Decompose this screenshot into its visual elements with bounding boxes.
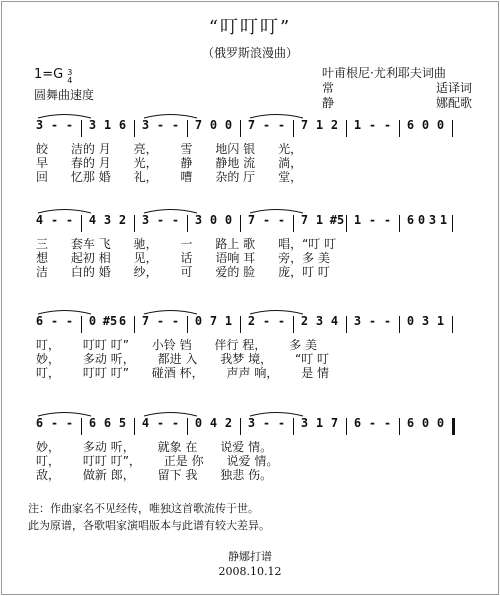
note: 3 (35, 118, 44, 132)
note: - (277, 314, 286, 328)
note: 7 (209, 314, 218, 328)
note: - (383, 118, 392, 132)
note: 1 (353, 213, 362, 227)
slur-marks (30, 118, 470, 138)
note: 6 (35, 416, 44, 430)
note: - (171, 118, 180, 132)
note: 6 (88, 416, 97, 430)
note: - (50, 416, 59, 430)
note: - (65, 213, 74, 227)
note: - (368, 213, 377, 227)
lyric-line: 妙， 多动 听， 就象 在 说爱 情。 (36, 440, 273, 454)
note: 3 (103, 213, 112, 227)
note: - (156, 314, 165, 328)
note: - (65, 118, 74, 132)
credit-arranger: 娜配歌 (435, 96, 472, 110)
note: 1 (436, 314, 445, 328)
note: 1 (103, 118, 112, 132)
note: 0 (421, 416, 430, 430)
credit-translator-surname: 常 (322, 81, 335, 95)
note: - (262, 416, 271, 430)
credit-row (322, 96, 472, 111)
note: 3 (421, 314, 430, 328)
song-title: “叮叮叮” (208, 17, 292, 38)
note: 6 (35, 314, 44, 328)
note: - (50, 118, 59, 132)
lyric-line: 敌， 做新 郎， 留下 我 独悲 伤。 (36, 468, 273, 482)
note: 3 (141, 213, 150, 227)
note: - (262, 213, 271, 227)
note: 1 (315, 118, 324, 132)
credits (322, 66, 472, 111)
note: 1 (315, 213, 324, 227)
note: 0 (209, 213, 218, 227)
note: 2 (247, 314, 256, 328)
tempo-marking: 圆舞曲速度 (34, 88, 95, 102)
time-signature-bottom: 4 (67, 76, 73, 85)
notes-row (30, 314, 470, 334)
note: 2 (300, 314, 309, 328)
note: 0 (194, 416, 203, 430)
note: 2 (224, 416, 233, 430)
key-signature (34, 67, 72, 85)
note: 1 (353, 118, 362, 132)
credit-translator: 适译词 (435, 81, 472, 95)
credit-row (322, 81, 472, 96)
lyric-line: 三 套车 飞 驰， 一 路上 歌 唱，“叮 叮 (36, 237, 337, 251)
notes-row (30, 416, 470, 436)
note: 3 (428, 213, 437, 227)
note: - (277, 416, 286, 430)
slur-marks (30, 213, 470, 233)
note: - (65, 314, 74, 328)
credit-composer: 叶甫根尼·尤利耶夫词曲 (322, 66, 446, 80)
note: - (156, 213, 165, 227)
note: 3 (247, 416, 256, 430)
note: 4 (209, 416, 218, 430)
note: 0 (417, 213, 426, 227)
note: 3 (194, 213, 203, 227)
footnote-line: 注：作曲家名不见经传，唯独这首歌流传于世。 (28, 502, 259, 515)
lyric-line: 皎 洁的 月 亮， 雪 地闪 银 光， (36, 142, 303, 156)
note: 3 (353, 314, 362, 328)
note: 0 (194, 314, 203, 328)
note: 6 (103, 416, 112, 430)
note: 0 (421, 118, 430, 132)
lyric-line: 想 起初 相 见， 话 语响 耳 旁，多 美 (36, 251, 330, 265)
note: 5 (118, 416, 127, 430)
note: 7 (300, 213, 309, 227)
note: - (171, 314, 180, 328)
note: 0 (209, 118, 218, 132)
note: 6 (406, 118, 415, 132)
note: 6 (353, 416, 362, 430)
lyric-line: 早 春的 月 光， 静 静地 流 淌， (36, 156, 303, 170)
time-signature (67, 69, 72, 85)
note: 3 (315, 314, 324, 328)
note: - (262, 314, 271, 328)
slur-marks (30, 416, 470, 436)
note: 0 (436, 416, 445, 430)
note: 7 (141, 314, 150, 328)
note: - (368, 416, 377, 430)
note: 7 (194, 118, 203, 132)
note: #5 (329, 213, 345, 227)
note: 4 (35, 213, 44, 227)
note: 1 (315, 416, 324, 430)
key-label: 1=G (34, 67, 64, 82)
notes-row (30, 213, 470, 233)
note: - (50, 213, 59, 227)
note: 2 (330, 118, 339, 132)
note: - (383, 314, 392, 328)
note: 0 (224, 118, 233, 132)
note: - (368, 314, 377, 328)
note: - (171, 213, 180, 227)
note: 7 (247, 213, 256, 227)
note: - (383, 213, 392, 227)
note: - (50, 314, 59, 328)
note: - (368, 118, 377, 132)
note: 7 (247, 118, 256, 132)
transcription-date: 2008.10.12 (218, 565, 282, 578)
note: - (383, 416, 392, 430)
note: 6 (406, 213, 415, 227)
lyric-line: 叮， 叮叮 叮” 碰酒 杯， 声声 响， 是 情 (36, 366, 330, 380)
note: 6 (406, 416, 415, 430)
notes-row (30, 118, 470, 138)
note: 0 (406, 314, 415, 328)
slur-marks (30, 314, 470, 334)
note: 6 (118, 314, 127, 328)
lyric-line: 叮， 叮叮 叮” 小铃 铛 伴行 程， 多 美 (36, 338, 318, 352)
note: 0 (88, 314, 97, 328)
song-subtitle: （俄罗斯浪漫曲） (201, 46, 298, 60)
note: 0 (436, 118, 445, 132)
lyric-line: 回 忆那 婚 礼， 嘈 杂的 厅 堂， (36, 170, 303, 184)
note: - (156, 118, 165, 132)
transcriber-signature: 静娜打谱 (228, 550, 272, 563)
note: - (262, 118, 271, 132)
credit-arranger-surname: 静 (322, 96, 335, 110)
note: #5 (102, 314, 118, 328)
note: 3 (88, 118, 97, 132)
note: 3 (141, 118, 150, 132)
lyric-line: 叮， 叮叮 叮”， 正是 你 说爱 情。 (36, 454, 279, 468)
note: 4 (141, 416, 150, 430)
note: - (277, 118, 286, 132)
note: - (171, 416, 180, 430)
lyric-line: 洁 白的 婚 纱， 可 爱的 脸 庞，叮 叮 (36, 265, 330, 279)
note: - (65, 416, 74, 430)
note: 0 (224, 213, 233, 227)
note: 1 (224, 314, 233, 328)
footnote (28, 500, 270, 534)
note: 4 (88, 213, 97, 227)
note: 7 (330, 416, 339, 430)
note: 1 (439, 213, 448, 227)
note: 3 (300, 416, 309, 430)
note: 6 (118, 118, 127, 132)
footnote-line: 此为原谱，各歌唱家演唱版本与此谱有较大差异。 (28, 519, 270, 532)
lyric-line: 妙， 多动 听， 都进 入 我梦 境， “叮 叮 (36, 352, 330, 366)
note: - (156, 416, 165, 430)
note: 2 (118, 213, 127, 227)
note: 4 (330, 314, 339, 328)
time-signature-top: 3 (67, 68, 73, 77)
note: 7 (300, 118, 309, 132)
note: - (277, 213, 286, 227)
credit-row (322, 66, 472, 81)
